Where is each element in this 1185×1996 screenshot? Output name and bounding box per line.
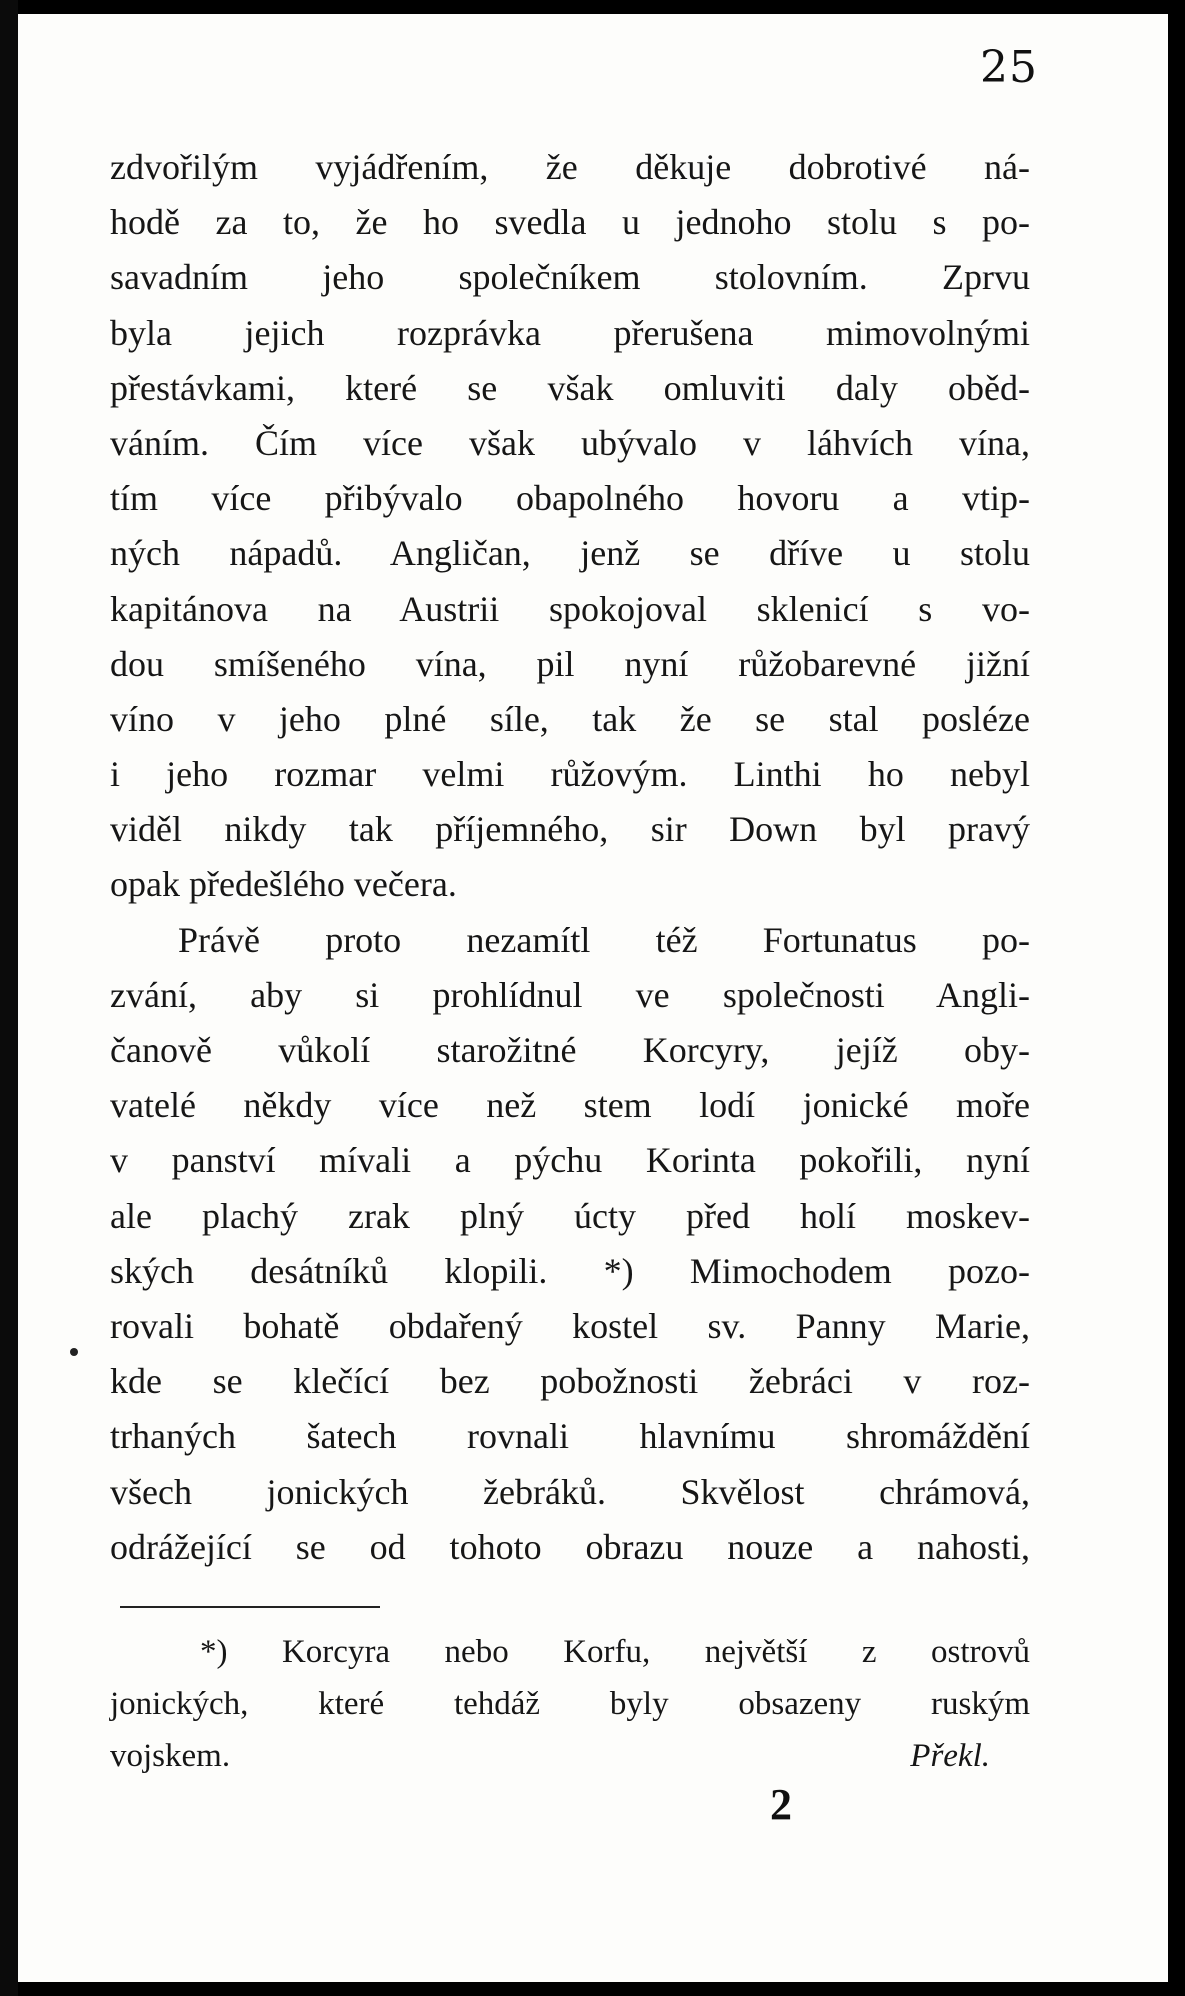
text-line: zvání, aby si prohlídnul ve společnosti Angli-	[110, 974, 1030, 1015]
book-page	[18, 14, 1168, 1982]
text-line: i jeho rozmar velmi růžovým. Linthi ho nebyl	[110, 754, 1030, 795]
paragraph-start-line: Právě proto nezamítl též Fortunatus po-	[178, 919, 1030, 960]
text-line: trhaných šatech rovnali hlavnímu shromáždění	[110, 1416, 1030, 1457]
footnote-line: *) Korcyra nebo Korfu, největší z ostrovů	[200, 1634, 1030, 1670]
text-line: víno v jeho plné síle, tak že se stal posléze	[110, 698, 1030, 739]
text-line: v panství mívali a pýchu Korinta pokořili, nyní	[110, 1140, 1030, 1181]
text-line: opak předešlého večera.	[110, 864, 457, 905]
text-line: rovali bohatě obdařený kostel sv. Panny Marie,	[110, 1305, 1030, 1346]
text-line: ale plachý zrak plný úcty před holí moskev-	[110, 1195, 1030, 1236]
footnote-last-line	[110, 1730, 1030, 1782]
translator-note-sign: Překl.	[910, 1738, 990, 1774]
text-line: váním. Čím více však ubývalo v láhvích vína,	[110, 422, 1030, 463]
text-line: vatelé někdy více než stem lodí jonické moře	[110, 1085, 1030, 1126]
stray-ink-dot	[70, 1348, 78, 1356]
body-text	[110, 140, 1030, 1575]
text-line: hodě za to, že ho svedla u jednoho stolu s po-	[110, 202, 1030, 243]
text-line: přestávkami, které se však omluviti daly oběd-	[110, 367, 1030, 408]
text-line: dou smíšeného vína, pil nyní růžobarevné jižní	[110, 643, 1030, 684]
text-line: viděl nikdy tak příjemného, sir Down byl pravý	[110, 809, 1030, 850]
signature-mark: 2	[770, 1780, 792, 1829]
text-line: ských desátníků klopili. *) Mimochodem pozo-	[110, 1250, 1030, 1291]
footnote-line: jonických, které tehdáž byly obsazeny ruským	[110, 1686, 1030, 1722]
footnote	[110, 1626, 1030, 1782]
text-line: čanově vůkolí starožitné Korcyry, jejíž oby-	[110, 1030, 1030, 1070]
text-line: kapitánova na Austrii spokojoval sklenicí s vo-	[110, 588, 1030, 629]
text-line: savadním jeho společníkem stolovním. Zprvu	[110, 257, 1030, 298]
footnote-separator	[120, 1606, 380, 1608]
text-line: tím více přibývalo obapolného hovoru a vtip-	[110, 478, 1030, 519]
text-line: byla jejich rozprávka přerušena mimovolnými	[110, 312, 1030, 353]
page-number: 25	[980, 42, 1038, 93]
text-line: ných nápadů. Angličan, jenž se dříve u stolu	[110, 533, 1030, 574]
text-line: kde se klečící bez pobožnosti žebráci v roz-	[110, 1361, 1030, 1402]
scan-left-edge	[0, 0, 18, 1996]
footnote-line: vojskem.	[110, 1738, 231, 1774]
text-line: všech jonických žebráků. Skvělost chrámová,	[110, 1471, 1030, 1512]
text-line: odrážející se od tohoto obrazu nouze a nahosti,	[110, 1526, 1030, 1567]
text-line: zdvořilým vyjádřením, že děkuje dobrotivé ná-	[110, 147, 1030, 187]
